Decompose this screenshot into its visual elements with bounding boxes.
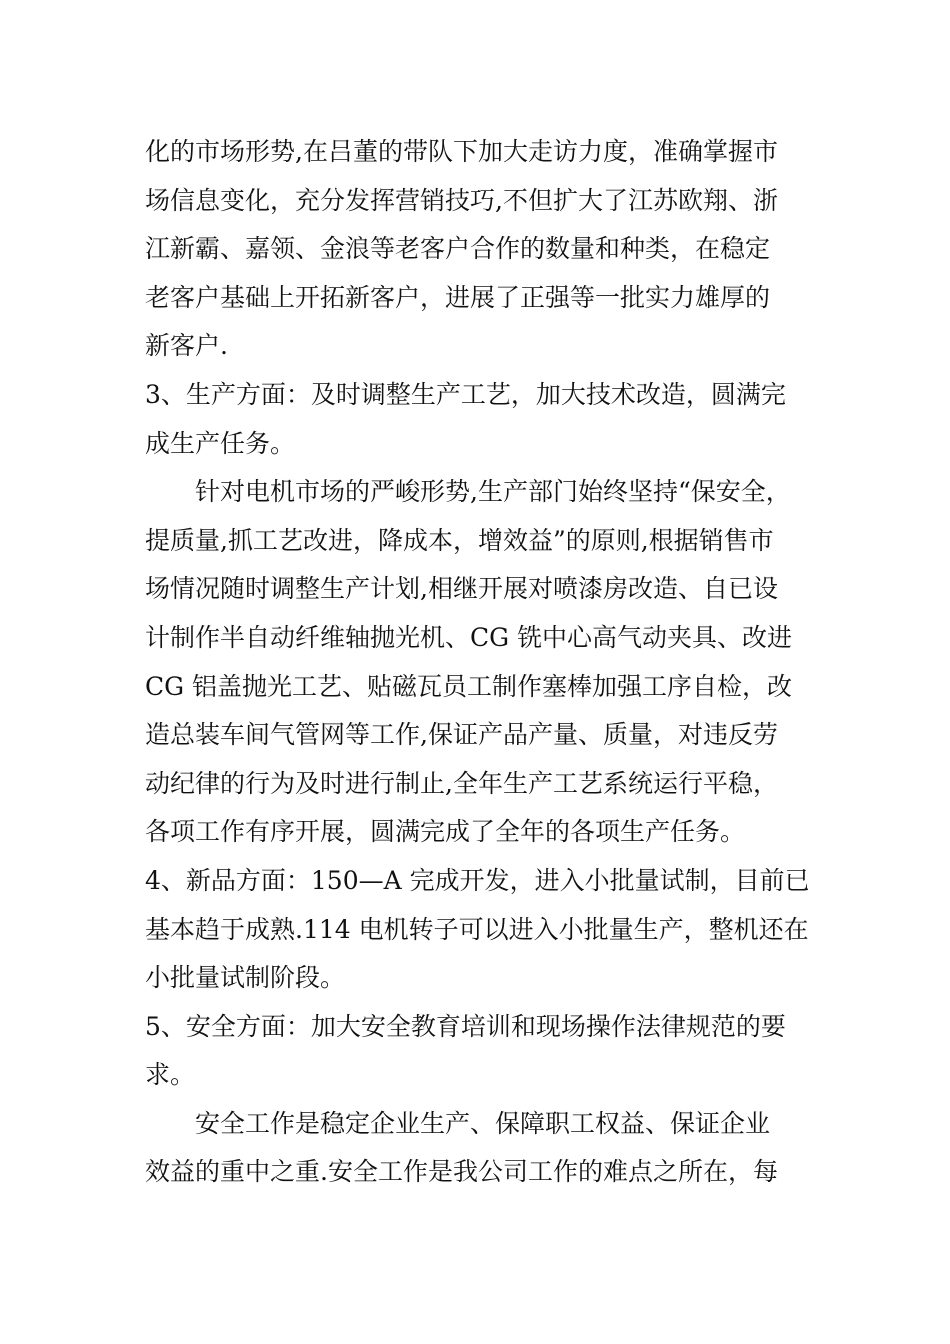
text-line: CG 铝盖抛光工艺、贴磁瓦员工制作塞棒加强工序自检，改 bbox=[145, 671, 793, 701]
text-line: 效益的重中之重.安全工作是我公司工作的难点之所在，每 bbox=[145, 1157, 778, 1187]
section-heading-new-products: 4、新品方面：150—A 完成开发，进入小批量试制，目前已 bbox=[145, 865, 810, 895]
text-line: 江新霸、嘉领、金浪等老客户合作的数量和种类，在稳定 bbox=[145, 234, 771, 264]
paragraph-start-line: 针对电机市场的严峻形势,生产部门始终坚持“保安全， bbox=[195, 477, 791, 507]
text-line: 计制作半自动纤维轴抛光机、CG 铣中心高气动夹具、改进 bbox=[145, 622, 793, 652]
text-line: 场信息变化，充分发挥营销技巧,不但扩大了江苏欧翔、浙 bbox=[145, 185, 778, 215]
text-line: 场情况随时调整生产计划,相继开展对喷漆房改造、自已设 bbox=[145, 574, 778, 604]
text-line: 小批量试制阶段。 bbox=[145, 963, 346, 993]
text-line: 求。 bbox=[145, 1060, 196, 1090]
text-line: 造总装车间气管网等工作,保证产品产量、质量，对违反劳 bbox=[145, 720, 778, 750]
text-line: 基本趋于成熟.114 电机转子可以进入小批量生产，整机还在 bbox=[145, 914, 809, 944]
text-line: 各项工作有序开展，圆满完成了全年的各项生产任务。 bbox=[145, 817, 746, 847]
paragraph-start-line: 安全工作是稳定企业生产、保障职工权益、保证企业 bbox=[195, 1108, 771, 1138]
text-line: 动纪律的行为及时进行制止,全年生产工艺系统运行平稳， bbox=[145, 768, 778, 798]
text-line: 老客户基础上开拓新客户，进展了正强等一批实力雄厚的 bbox=[145, 282, 771, 312]
text-line: 新客户. bbox=[145, 331, 228, 361]
section-heading-production: 3、生产方面：及时调整生产工艺，加大技术改造，圆满完 bbox=[145, 379, 786, 409]
text-line: 成生产任务。 bbox=[145, 428, 296, 458]
document-body bbox=[145, 128, 825, 1197]
text-line: 化的市场形势,在吕董的带队下加大走访力度，准确掌握市 bbox=[145, 137, 778, 166]
section-heading-safety: 5、安全方面：加大安全教育培训和现场操作法律规范的要 bbox=[145, 1011, 786, 1041]
text-line: 提质量,抓工艺改进，降成本，增效益”的原则,根据销售市 bbox=[145, 525, 774, 555]
